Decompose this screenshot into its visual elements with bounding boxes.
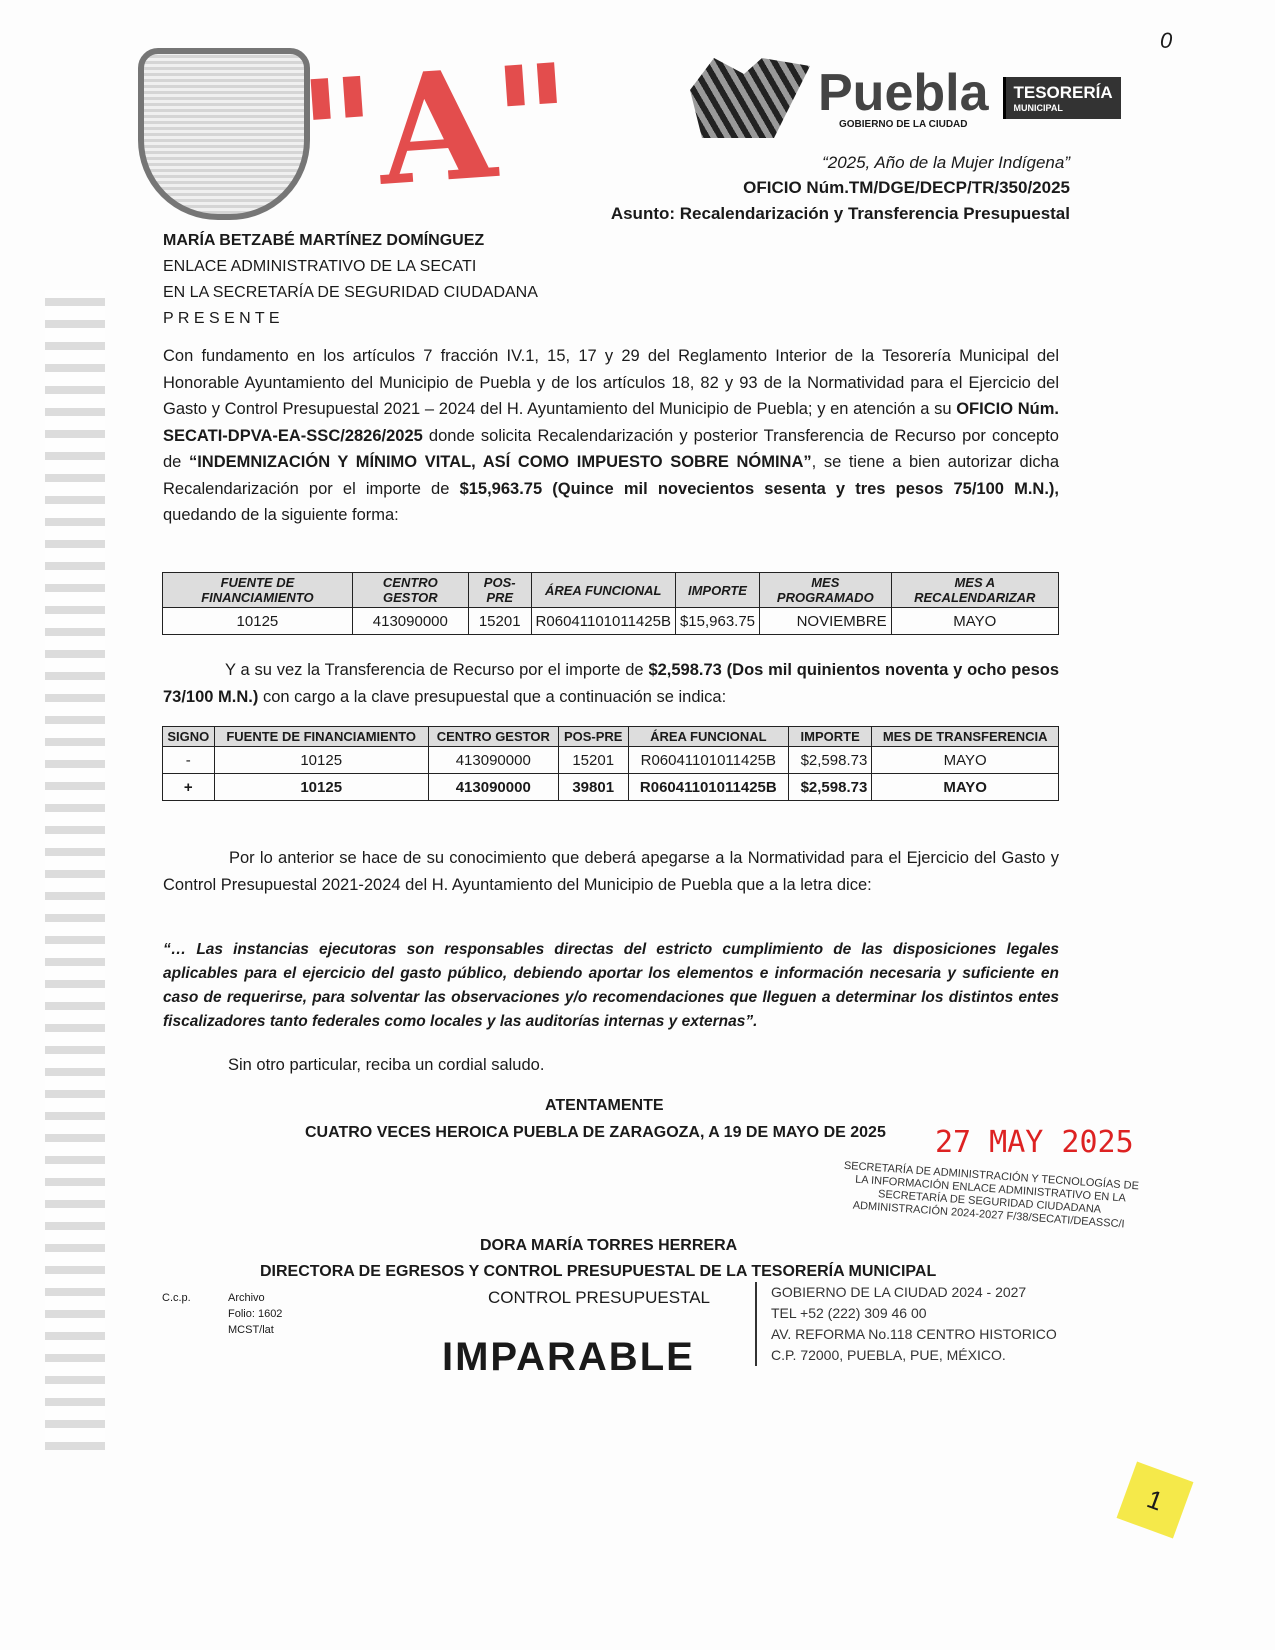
slogan: IMPARABLE	[442, 1335, 695, 1379]
puebla-tesoreria-logo	[690, 58, 1121, 138]
logo-dept: TESORERÍA	[1013, 83, 1113, 102]
table-cell: $15,963.75	[675, 608, 759, 635]
column-header: CENTRO GESTOR	[428, 727, 558, 747]
table-cell: MAYO	[891, 608, 1058, 635]
table-row	[163, 608, 1059, 635]
recipient-line: P R E S E N T E	[163, 310, 280, 327]
signer-title: DIRECTORA DE EGRESOS Y CONTROL PRESUPUESTAL DE LA TESORERÍA MUNICIPAL	[260, 1263, 937, 1280]
table-cell: R06041101011425B	[531, 608, 675, 635]
receipt-stamp: SECRETARÍA DE ADMINISTRACIÓN Y TECNOLOGÍAS DE LA INFORMACIÓN ENLACE ADMINISTRATIVO EN LA SECRETARÍA DE SEGURIDAD CIUDADANA ADMINISTRACIÓN 2024-2027 F/38/SECATI/DEASSC/I	[843, 1159, 1140, 1231]
table-cell: 10125	[214, 747, 428, 774]
table-cell: 413090000	[428, 747, 558, 774]
text: OFICIO Núm. SECATI-DPVA-EA-SSC/2826/2025	[163, 400, 1059, 445]
text: “INDEMNIZACIÓN Y MÍNIMO VITAL, ASÍ COMO IMPUESTO SOBRE NÓMINA”	[188, 453, 812, 471]
paragraph-3: Por lo anterior se hace de su conocimiento que deberá apegarse a la Normatividad para el Ejercicio del Gasto y Control Presupuestal 2021-2024 del H. Ayuntamiento del Municipio de Puebla que a la letra dice:	[163, 849, 1059, 894]
page-mark: 0	[1160, 28, 1173, 53]
text: $15,963.75 (Quince mil novecientos sesenta y tres pesos 75/100 M.N.),	[459, 479, 1059, 498]
table-cell: 10125	[214, 774, 428, 801]
ccp-line: Archivo	[228, 1292, 265, 1304]
text: con cargo a la clave presupuestal que a continuación se indica:	[258, 687, 727, 706]
column-header: CENTRO GESTOR	[352, 573, 468, 608]
table-cell: MAYO	[872, 774, 1059, 801]
paragraph-1	[163, 343, 1059, 529]
column-header: ÁREA FUNCIONAL	[531, 573, 675, 608]
logo-art-icon	[690, 58, 810, 138]
text: Y a su vez la Transferencia de Recurso por el importe de	[225, 661, 649, 679]
table-row	[163, 774, 1059, 801]
table-cell: 10125	[163, 608, 353, 635]
signer-name: DORA MARÍA TORRES HERRERA	[480, 1237, 738, 1254]
text: Con fundamento en los artículos 7 fracción IV.1, 15, 17 y 29 del Reglamento Interior de la Tesorería Municipal del Honorable Ayuntamiento del Municipio de Puebla y de los artículos 18, 82 y 93 de la Normatividad para el Ejercicio del Gasto y Control Presupuestal 2021 – 2024 del H. Ayuntamiento del Municipio de Puebla; y en atención a su	[163, 347, 1059, 418]
sticky-note: 1	[1117, 1462, 1194, 1539]
place-date: CUATRO VECES HEROICA PUEBLA DE ZARAGOZA, A 19 DE MAYO DE 2025	[305, 1124, 886, 1141]
ccp-line: Folio: 1602	[228, 1308, 283, 1320]
table-cell: 15201	[468, 608, 531, 635]
table-row	[163, 747, 1059, 774]
ccp	[162, 1290, 283, 1336]
subject: Asunto: Recalendarización y Transferencia Presupuestal	[610, 204, 1070, 223]
column-header: FUENTE DE FINANCIAMIENTO	[214, 727, 428, 747]
closing: Sin otro particular, reciba un cordial saludo.	[228, 1056, 545, 1074]
footer-line: C.P. 72000, PUEBLA, PUE, MÉXICO.	[771, 1347, 1006, 1363]
table-cell: $2,598.73	[789, 747, 872, 774]
recipient-line: EN LA SECRETARÍA DE SEGURIDAD CIUDADANA	[163, 284, 538, 301]
text: , se tiene a bien autorizar dicha Recalendarización por el importe de	[163, 453, 1060, 498]
column-header: IMPORTE	[675, 573, 759, 608]
table-cell: 413090000	[428, 774, 558, 801]
column-header: ÁREA FUNCIONAL	[628, 727, 788, 747]
column-header: SIGNO	[163, 727, 215, 747]
footer-line: GOBIERNO DE LA CIUDAD 2024 - 2027	[771, 1284, 1027, 1300]
recipient-name: MARÍA BETZABÉ MARTÍNEZ DOMÍNGUEZ	[163, 232, 485, 249]
paragraph-2	[163, 657, 1059, 710]
table-cell: R06041101011425B	[628, 747, 788, 774]
table-cell: 39801	[558, 774, 628, 801]
transfer-table	[162, 726, 1059, 801]
handwritten-mark: "A"	[294, 30, 579, 226]
table-cell: 413090000	[352, 608, 468, 635]
table-cell: MAYO	[872, 747, 1059, 774]
logo-sub: GOBIERNO DE LA CIUDAD	[838, 118, 968, 130]
text: quedando de la siguiente forma:	[163, 506, 399, 524]
footer-line: TEL +52 (222) 309 46 00	[771, 1305, 927, 1321]
table-cell: -	[163, 747, 215, 774]
ccp-label: C.c.p.	[162, 1292, 191, 1304]
recipient	[163, 228, 538, 332]
quote: “… Las instancias ejecutoras son responsables directas del estricto cumplimiento de las disposiciones legales aplicables para el ejercicio del gasto público, debiendo aportar los elementos e información necesaria y suficiente en caso de requerirse, para solventar las observaciones y/o recomendaciones que lleguen a determinar los distintos entes fiscalizadores tanto federales como locales y las auditorías internas y externas”.	[163, 941, 1059, 1030]
column-header: MES PROGRAMADO	[760, 573, 892, 608]
footer-line: AV. REFORMA No.118 CENTRO HISTORICO	[771, 1326, 1057, 1342]
column-header: POS-PRE	[468, 573, 531, 608]
logo-dept-sub: MUNICIPAL	[1013, 103, 1063, 113]
year-motto: “2025, Año de la Mujer Indígena”	[822, 153, 1070, 172]
recalendar-table	[162, 572, 1059, 635]
recipient-line: ENLACE ADMINISTRATIVO DE LA SECATI	[163, 258, 477, 275]
column-header: IMPORTE	[789, 727, 872, 747]
seal-logo	[138, 48, 310, 220]
footer-contact	[755, 1282, 1057, 1366]
ccp-line: MCST/lat	[228, 1324, 274, 1336]
table-cell: 15201	[558, 747, 628, 774]
text: donde solicita Recalendarización y posterior Transferencia de Recurso por concepto de	[163, 426, 1059, 471]
text: $2,598.73 (Dos mil quinientos noventa y ocho pesos 73/100 M.N.)	[163, 661, 1059, 706]
table-cell: R06041101011425B	[628, 774, 788, 801]
atentamente: ATENTAMENTE	[545, 1097, 664, 1114]
table-cell: NOVIEMBRE	[760, 608, 892, 635]
logo-city: Puebla	[818, 63, 989, 122]
column-header: MES DE TRANSFERENCIA	[872, 727, 1059, 747]
table-cell: $2,598.73	[789, 774, 872, 801]
column-header: MES A RECALENDARIZAR	[891, 573, 1058, 608]
stamp-text: CONTROL PRESUPUESTAL	[488, 1288, 710, 1307]
receipt-date: 27 MAY 2025	[935, 1125, 1134, 1160]
oficio-number: OFICIO Núm.TM/DGE/DECP/TR/350/2025	[743, 178, 1070, 197]
security-border	[45, 290, 105, 1450]
table-cell: +	[163, 774, 215, 801]
column-header: FUENTE DE FINANCIAMIENTO	[163, 573, 353, 608]
column-header: POS-PRE	[558, 727, 628, 747]
